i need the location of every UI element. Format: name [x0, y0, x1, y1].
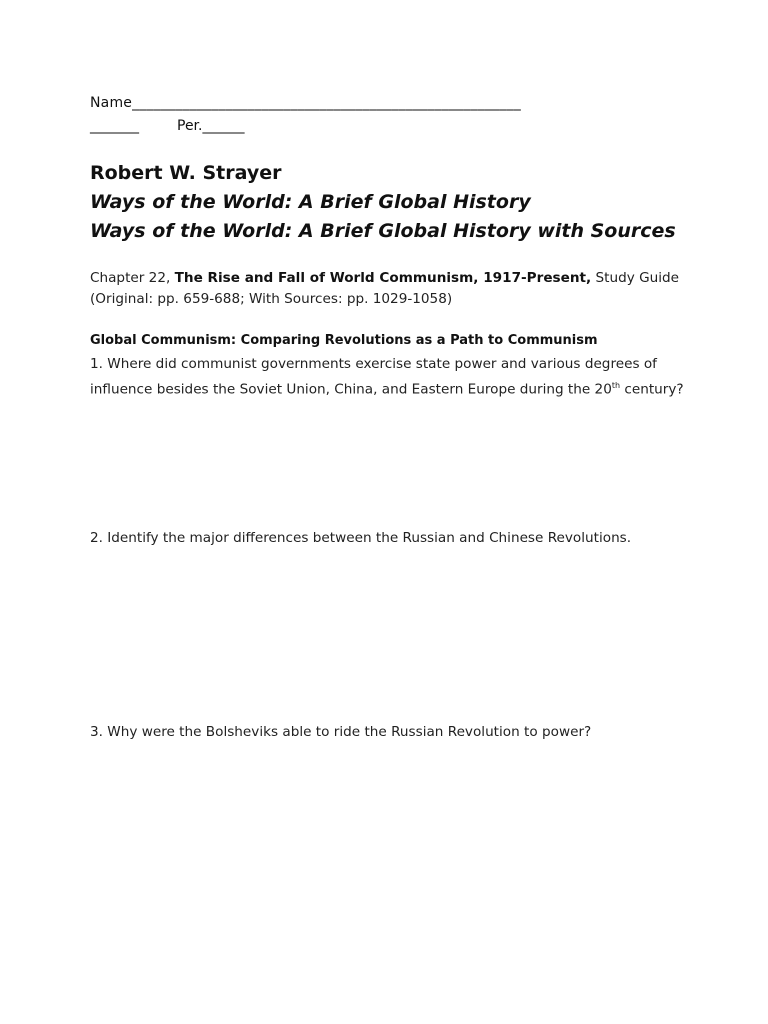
chapter-title: The Rise and Fall of World Communism, 1917-Present,: [174, 270, 592, 286]
section-heading: Global Communism: Comparing Revolutions as a Path to Communism: [90, 333, 598, 348]
period-label: Per.: [177, 118, 203, 134]
question-3: 3. Why were the Bolsheviks able to ride the Russian Revolution to power?: [90, 724, 592, 740]
chapter-pages: (Original: pp. 659-688; With Sources: pp. 1029-1058): [90, 291, 453, 307]
book-title-1: Ways of the World: A Brief Global History: [90, 191, 531, 213]
name-blank: ______________________________________________________: [132, 95, 521, 111]
period-field-line: [90, 118, 244, 134]
chapter-prefix: Chapter 22,: [90, 270, 171, 286]
question-1-superscript: th: [611, 381, 621, 390]
question-2: 2. Identify the major differences between the Russian and Chinese Revolutions.: [90, 530, 632, 546]
chapter-info: [90, 268, 690, 310]
question-1: [90, 353, 690, 401]
name-label: Name: [90, 95, 133, 111]
name-blank-continued: _______: [90, 118, 139, 134]
question-1-end: century?: [620, 381, 684, 398]
book-title-2: Ways of the World: A Brief Global History with Sources: [90, 220, 676, 242]
chapter-suffix: Study Guide: [595, 270, 680, 286]
question-1-text: 1. Where did communist governments exercise state power and various degrees of influence besides the Soviet Union, China, and Eastern Europe during the 20: [90, 356, 657, 398]
name-field-line: [90, 95, 521, 111]
period-blank: ______: [202, 118, 245, 134]
author-name: Robert W. Strayer: [90, 162, 282, 184]
